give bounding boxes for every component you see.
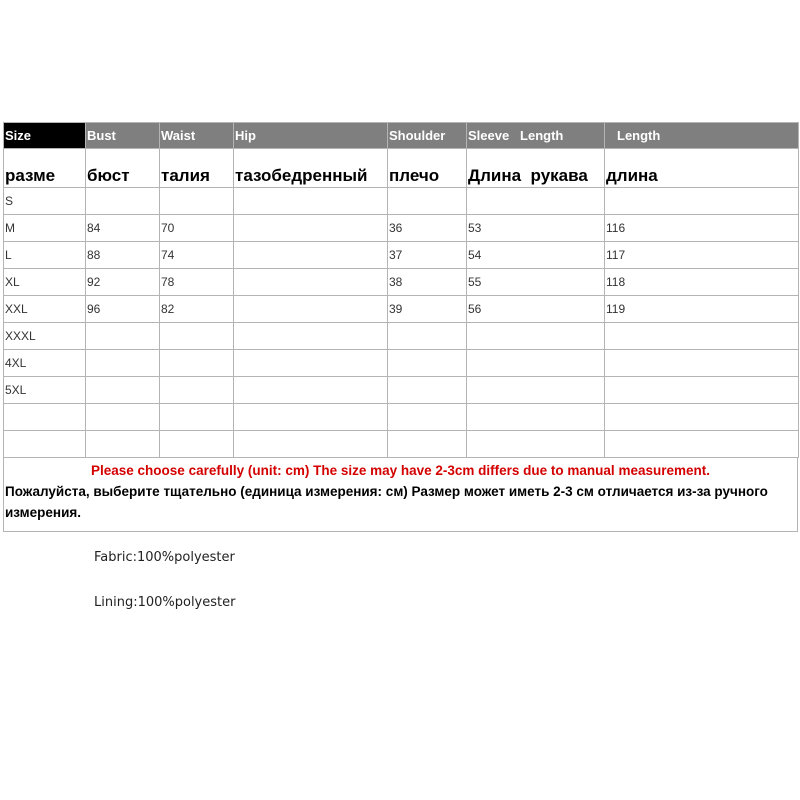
table-cell: S: [4, 188, 86, 215]
table-cell: [234, 404, 388, 431]
table-cell: [86, 404, 160, 431]
measurement-note: [3, 458, 798, 532]
table-cell: [388, 431, 467, 458]
table-cell: XL: [4, 269, 86, 296]
table-cell: 70: [160, 215, 234, 242]
header-size: Size: [4, 123, 86, 149]
header-row-en: [4, 123, 799, 149]
table-cell: [86, 377, 160, 404]
table-cell: M: [4, 215, 86, 242]
table-row: [4, 431, 799, 458]
warning-ru: Пожалуйста, выберите тщательно (единица измерения: см) Размер может иметь 2-3 см отличается из-за ручного измерения.: [5, 484, 768, 520]
table-cell: [467, 350, 605, 377]
table-cell: [234, 215, 388, 242]
table-cell: [4, 404, 86, 431]
table-cell: [234, 323, 388, 350]
table-cell: [388, 188, 467, 215]
warning-en: Please choose carefully (unit: cm) The size may have 2-3cm differs due to manual measurement.: [91, 463, 710, 478]
table-cell: [234, 296, 388, 323]
table-cell: [605, 350, 799, 377]
table-cell: 78: [160, 269, 234, 296]
table-cell: [234, 350, 388, 377]
table-cell: 74: [160, 242, 234, 269]
header-waist: Waist: [160, 123, 234, 149]
table-cell: 56: [467, 296, 605, 323]
table-cell: 38: [388, 269, 467, 296]
table-cell: 54: [467, 242, 605, 269]
table-cell: [234, 188, 388, 215]
table-cell: 96: [86, 296, 160, 323]
table-cell: [234, 377, 388, 404]
table-cell: [467, 431, 605, 458]
table-cell: 5XL: [4, 377, 86, 404]
table-cell: [4, 431, 86, 458]
size-chart: [3, 122, 798, 532]
table-cell: 37: [388, 242, 467, 269]
table-cell: [234, 269, 388, 296]
table-cell: [605, 431, 799, 458]
lining-text: Lining:100%polyester: [94, 595, 236, 610]
table-cell: 118: [605, 269, 799, 296]
table-cell: [86, 350, 160, 377]
header-ru-size: разме: [4, 149, 86, 188]
table-cell: [388, 377, 467, 404]
header-bust: Bust: [86, 123, 160, 149]
header-ru-sleeve-length: Длина рукава: [467, 149, 605, 188]
header-row-ru: [4, 149, 799, 188]
table-cell: [86, 431, 160, 458]
header-sleeve-length: Sleeve Length: [467, 123, 605, 149]
size-table: [3, 122, 799, 458]
table-cell: L: [4, 242, 86, 269]
table-cell: [160, 188, 234, 215]
table-cell: [467, 404, 605, 431]
table-cell: [86, 188, 160, 215]
table-cell: [605, 377, 799, 404]
table-row: [4, 296, 799, 323]
table-cell: 117: [605, 242, 799, 269]
header-ru-length: длина: [605, 149, 799, 188]
table-cell: [467, 188, 605, 215]
table-cell: 4XL: [4, 350, 86, 377]
table-cell: [605, 188, 799, 215]
table-cell: [605, 323, 799, 350]
table-cell: XXXL: [4, 323, 86, 350]
table-row: [4, 323, 799, 350]
table-cell: [160, 377, 234, 404]
table-row: [4, 350, 799, 377]
table-cell: [234, 431, 388, 458]
table-cell: 84: [86, 215, 160, 242]
header-ru-hip: тазобедренный: [234, 149, 388, 188]
header-length: Length: [605, 123, 799, 149]
table-cell: 36: [388, 215, 467, 242]
table-cell: 92: [86, 269, 160, 296]
table-cell: 82: [160, 296, 234, 323]
table-cell: [467, 377, 605, 404]
table-cell: [160, 404, 234, 431]
header-ru-shoulder: плечо: [388, 149, 467, 188]
table-cell: [160, 323, 234, 350]
table-cell: [388, 404, 467, 431]
table-cell: [467, 323, 605, 350]
table-row: [4, 269, 799, 296]
table-cell: XXL: [4, 296, 86, 323]
table-cell: 55: [467, 269, 605, 296]
header-shoulder: Shoulder: [388, 123, 467, 149]
table-row: [4, 404, 799, 431]
table-row: [4, 215, 799, 242]
header-hip: Hip: [234, 123, 388, 149]
table-cell: [234, 242, 388, 269]
table-row: [4, 377, 799, 404]
table-cell: 39: [388, 296, 467, 323]
table-cell: [388, 323, 467, 350]
fabric-text: Fabric:100%polyester: [94, 550, 235, 565]
table-cell: [388, 350, 467, 377]
table-row: [4, 242, 799, 269]
table-cell: 88: [86, 242, 160, 269]
header-ru-waist: талия: [160, 149, 234, 188]
header-ru-bust: бюст: [86, 149, 160, 188]
table-cell: 116: [605, 215, 799, 242]
table-cell: 119: [605, 296, 799, 323]
table-cell: [160, 431, 234, 458]
table-row: [4, 188, 799, 215]
table-cell: [605, 404, 799, 431]
table-cell: 53: [467, 215, 605, 242]
table-cell: [86, 323, 160, 350]
table-cell: [160, 350, 234, 377]
